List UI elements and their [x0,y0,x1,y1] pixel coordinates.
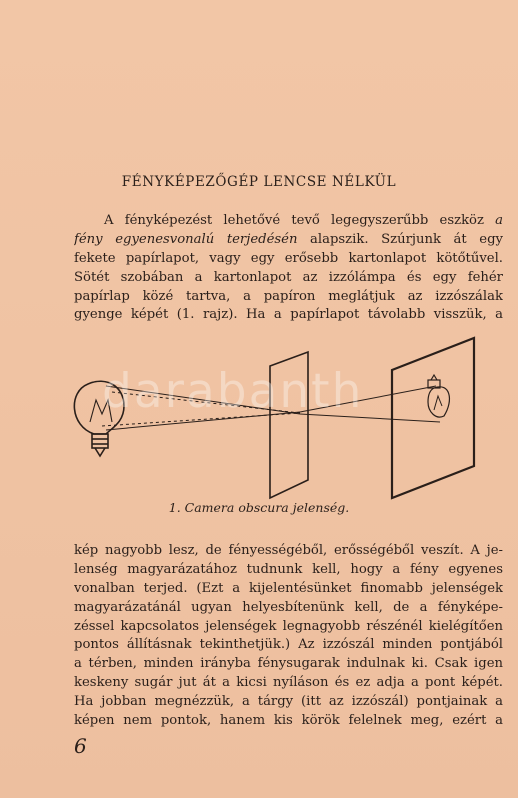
text-line: Ha jobban megnézzük, a tárgy (itt az izzószál) pontjainak a [74,694,503,710]
text-span: A fényképezést lehetővé tevő legegyszerűbb eszköz [104,213,496,228]
italic-span: a [495,213,503,228]
page-number: 6 [74,734,87,758]
paragraph-body [74,542,503,731]
chapter-title: FÉNYKÉPEZŐGÉP LENCSE NÉLKÜL [121,174,397,190]
text-span: alapszik. Szúrjunk át egy [297,231,503,247]
text-line: képen nem pontok, hanem kis körök felelnek meg, ezért a [74,713,503,729]
text-line [74,212,503,231]
text-line: keskeny sugár jut át a kicsi nyíláson és ez adja a pont képét. [74,675,503,691]
text-line: kép nagyobb lesz, de fényességéből, erősségéből veszít. A je- [74,543,503,558]
projection-screen [392,338,474,498]
text-line: pontos állításnak tekinthetjük.) Az izzószál minden pontjából [74,637,503,653]
text-line: fekete papírlapot, vagy egy erősebb kartonlapot kötőtűvel. [74,250,503,266]
text-line: zéssel kapcsolatos jelenségek legnagyobb részénél kielégítően [74,618,503,634]
paragraph-intro [74,212,503,325]
text-line: a térben, minden irányba fénysugarak indulnak ki. Csak igen [74,656,503,672]
text-line: vonalban terjed. (Ezt a kijelentésünket finomabb jelenségek [74,580,503,596]
text-line: magyarázatánál ugyan helyesbítenünk kell, de a fényképe- [74,599,503,615]
italic-span: fény egyenesvonalú terjedésén [74,231,298,247]
text-line: Sötét szobában a kartonlapot az izzólámpa és egy fehér [74,269,503,285]
figure-caption: 1. Camera obscura jelenség. [168,500,350,515]
text-line: gyenge képét (1. rajz). Ha a papírlapot távolabb visszük, a [74,307,503,323]
text-line: papírlap közé tartva, a papíron meglátjuk az izzószálak [74,288,503,304]
text-line: lenség magyarázatához tudnunk kell, hogy a fény egyenes [74,561,503,577]
watermark: darabanth [102,364,364,419]
text-line [74,231,503,250]
inverted-bulb-image [428,375,449,417]
